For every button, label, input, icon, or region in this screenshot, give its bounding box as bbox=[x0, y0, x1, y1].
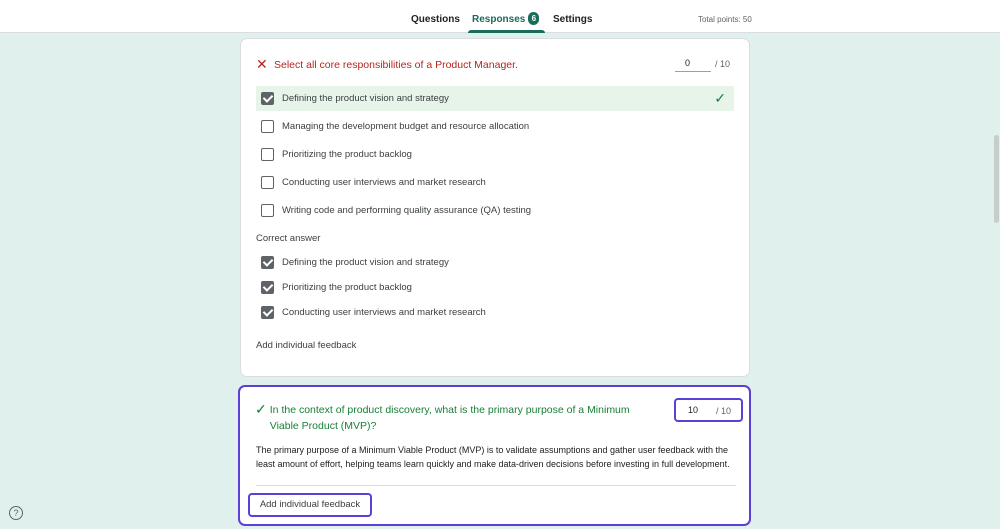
option-4-label: Conducting user interviews and market research bbox=[282, 177, 486, 188]
option-2[interactable] bbox=[256, 114, 734, 139]
question-1-score-total: / 10 bbox=[715, 59, 731, 69]
option-5[interactable] bbox=[256, 198, 734, 223]
add-feedback-button[interactable]: Add individual feedback bbox=[256, 340, 357, 351]
correct-answer-2 bbox=[256, 275, 734, 300]
correct-answer-label: Correct answer bbox=[256, 233, 321, 244]
question-2-title: In the context of product discovery, what is the primary purpose of a Minimum Viable Product (MVP)? bbox=[269, 404, 630, 432]
tab-settings-label: Settings bbox=[553, 14, 593, 25]
option-4[interactable] bbox=[256, 170, 734, 195]
tab-settings[interactable] bbox=[553, 0, 592, 33]
option-1-label: Defining the product vision and strategy bbox=[282, 93, 449, 104]
question-card-1 bbox=[240, 38, 750, 377]
check-icon: ✓ bbox=[255, 401, 267, 417]
option-1[interactable] bbox=[256, 86, 734, 111]
correct-answer-1 bbox=[256, 250, 734, 275]
scrollbar-thumb[interactable] bbox=[994, 135, 999, 223]
add-feedback-button[interactable]: Add individual feedback bbox=[248, 493, 372, 517]
checkbox-checked bbox=[261, 306, 274, 319]
checkbox-unchecked[interactable] bbox=[261, 204, 274, 217]
tab-responses[interactable] bbox=[472, 0, 539, 33]
option-3[interactable] bbox=[256, 142, 734, 167]
question-2-answer: The primary purpose of a Minimum Viable Product (MVP) is to validate assumptions and gather user feedback with the least amount of effort, helping teams learn quickly and make data-driven decisions before investing in full development. bbox=[256, 445, 730, 469]
question-1-title: Select all core responsibilities of a Product Manager. bbox=[274, 59, 518, 71]
close-icon: ✕ bbox=[256, 56, 268, 72]
tab-questions[interactable] bbox=[411, 0, 460, 33]
question-1-header bbox=[256, 57, 518, 73]
question-2-score-box[interactable] bbox=[674, 398, 743, 422]
tab-responses-label: Responses bbox=[472, 14, 526, 25]
option-5-label: Writing code and performing quality assurance (QA) testing bbox=[282, 205, 532, 216]
active-tab-indicator bbox=[468, 30, 545, 33]
checkbox-checked[interactable] bbox=[261, 92, 274, 105]
question-2-score-total: / 10 bbox=[716, 406, 732, 416]
check-icon: ✓ bbox=[714, 90, 726, 106]
checkbox-unchecked[interactable] bbox=[261, 148, 274, 161]
checkbox-unchecked[interactable] bbox=[261, 120, 274, 133]
question-card-2 bbox=[238, 385, 751, 526]
correct-answer-3-label: Conducting user interviews and market research bbox=[282, 307, 486, 318]
checkbox-unchecked[interactable] bbox=[261, 176, 274, 189]
question-2-header bbox=[255, 402, 655, 434]
question-2-score-input[interactable]: 10 bbox=[688, 405, 699, 415]
correct-answer-2-label: Prioritizing the product backlog bbox=[282, 282, 412, 293]
tab-questions-label: Questions bbox=[411, 14, 460, 25]
option-2-label: Managing the development budget and resource allocation bbox=[282, 121, 530, 132]
answer-divider bbox=[256, 485, 736, 486]
help-icon[interactable]: ? bbox=[9, 506, 23, 520]
responses-count-badge: 6 bbox=[528, 12, 539, 25]
total-points: Total points: 50 bbox=[698, 15, 752, 24]
question-1-score-input[interactable]: 0 bbox=[675, 54, 711, 72]
top-nav-bar bbox=[0, 0, 1000, 33]
correct-answer-3 bbox=[256, 300, 734, 325]
correct-answer-1-label: Defining the product vision and strategy bbox=[282, 257, 449, 268]
checkbox-checked bbox=[261, 256, 274, 269]
option-3-label: Prioritizing the product backlog bbox=[282, 149, 412, 160]
checkbox-checked bbox=[261, 281, 274, 294]
